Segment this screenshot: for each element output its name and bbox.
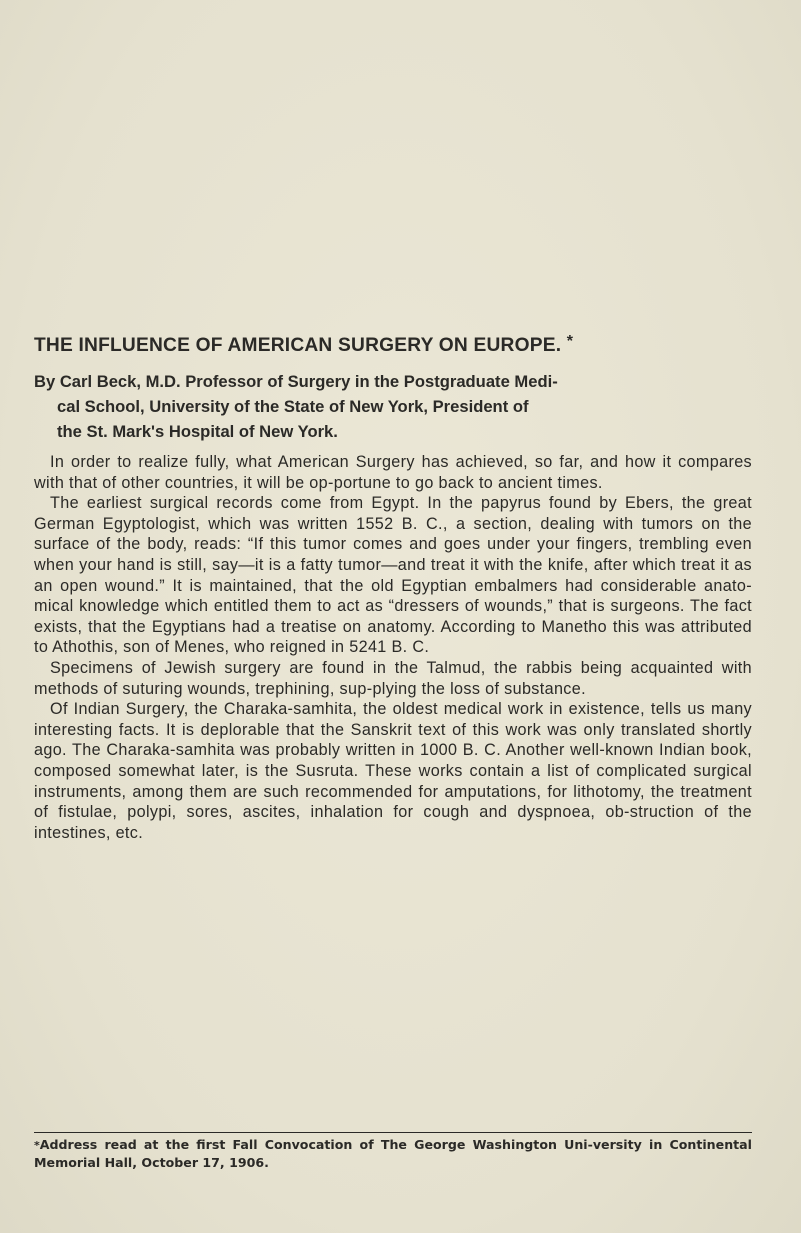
- title-footnote-marker: *: [566, 333, 574, 350]
- body-paragraph: Specimens of Jewish surgery are found in the Talmud, the rabbis being acquainted with methods of suturing wounds, trephining, sup-plying the loss of substance.: [34, 658, 752, 698]
- byline-line: By Carl Beck, M.D. Professor of Surgery in the Postgraduate Medi-: [34, 372, 558, 391]
- footnote-divider: [34, 1132, 752, 1133]
- footnote: [34, 1136, 752, 1171]
- article-body: [34, 452, 752, 843]
- byline-line: the St. Mark's Hospital of New York.: [57, 422, 338, 441]
- title-text: THE INFLUENCE OF AMERICAN SURGERY ON EUROPE.: [34, 335, 562, 356]
- body-paragraph: Of Indian Surgery, the Charaka-samhita, the oldest medical work in existence, tells us many interesting facts. It is deplorable that the Sanskrit text of this work was only translated shortly ago. The Charaka-samhita was probably written in 1000 B. C. Another well-known Indian book, composed somewhat later, is the Susruta. These works contain a list of complicated surgical instruments, among them are such recommended for amputations, for lithotomy, the treatment of fistulae, polypi, sores, ascites, inhalation for cough and dyspnoea, ob-struction of the intestines, etc.: [34, 700, 752, 842]
- byline-line: cal School, University of the State of New York, President of: [57, 397, 529, 416]
- article-title: [34, 330, 784, 358]
- body-paragraph: The earliest surgical records come from Egypt. In the papyrus found by Ebers, the great German Egyptologist, which was written 1552 B. C., a section, dealing with tumors on the surface of the body, reads: “If this tumor comes and goes under your fingers, trembling even when your hand is still, say—it is a fatty tumor—and treat it with the knife, after which treat it as an open wound.” It is maintained, that the old Egyptian embalmers had considerable anato-mical knowledge which entitled them to act as “dressers of wounds,” that is surgeons. The fact exists, that the Egyptians had a treatise on anatomy. According to Manetho this was attributed to Athothis, son of Menes, who reigned in 5241 B. C.: [34, 494, 752, 657]
- footnote-marker: *: [34, 1139, 40, 1152]
- body-paragraph: In order to realize fully, what American Surgery has achieved, so far, and how it compares with that of other countries, it will be op-portune to go back to ancient times.: [34, 453, 752, 492]
- footnote-text: Address read at the first Fall Convocation of The George Washington Uni-versity in Continental Memorial Hall, October 17, 1906.: [34, 1137, 752, 1170]
- author-byline: [34, 369, 752, 444]
